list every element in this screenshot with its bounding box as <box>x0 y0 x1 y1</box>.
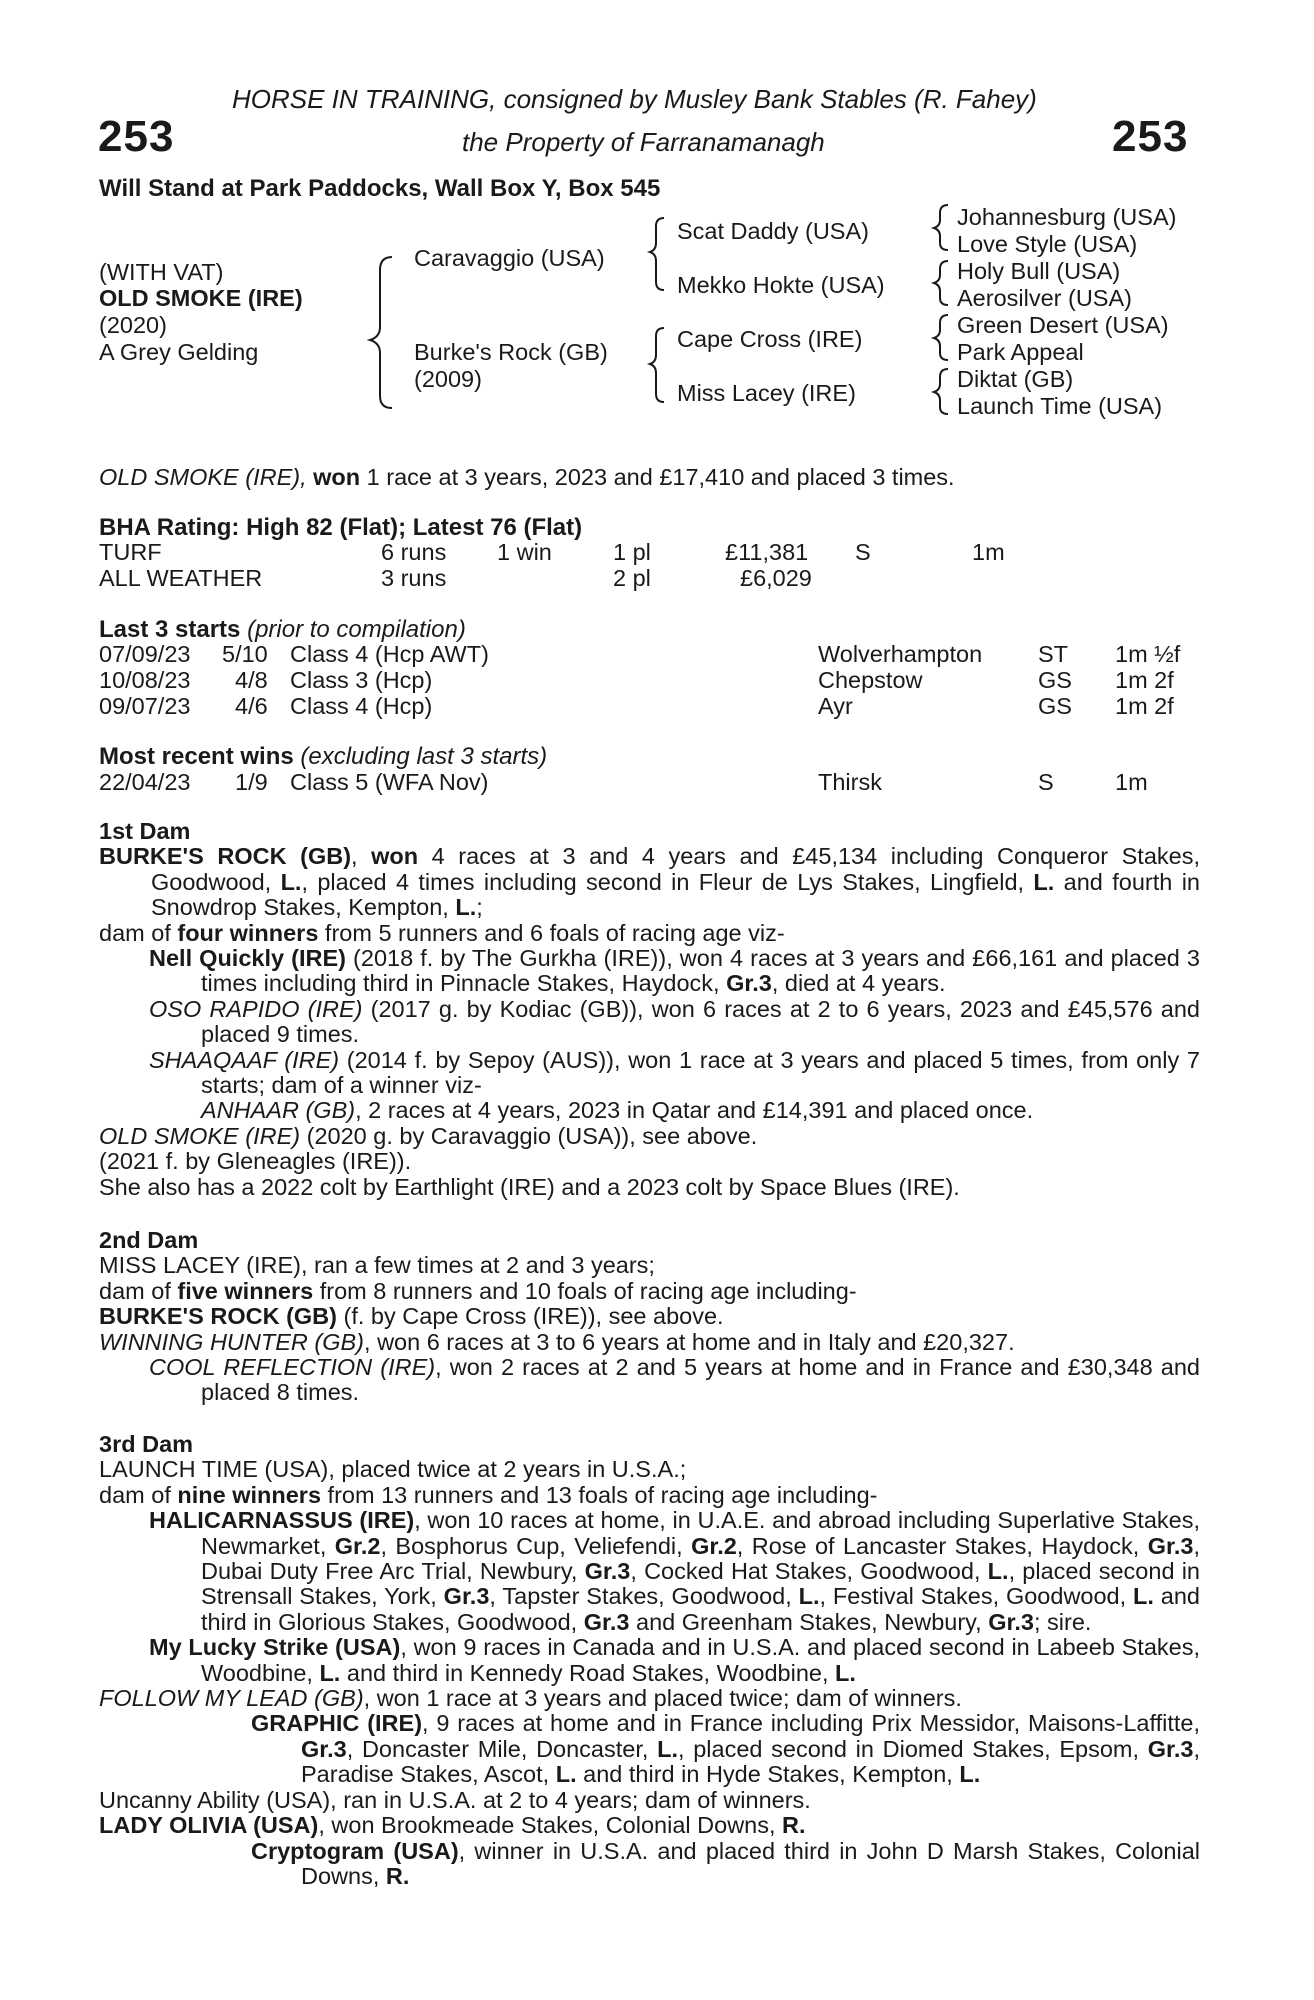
rating-surface: TURF <box>99 539 162 565</box>
start-date: 07/09/23 <box>99 641 191 667</box>
dam-dam: Miss Lacey (IRE) <box>677 380 856 406</box>
start-going: GS <box>1038 693 1072 719</box>
start-race: Class 4 (Hcp AWT) <box>290 641 489 667</box>
grandparent-3: Holy Bull (USA) <box>957 258 1121 284</box>
produce-sub-entry: LADY OLIVIA (USA), won Brookmeade Stakes, Colonial Downs, R. <box>99 1812 806 1839</box>
win-date: 22/04/23 <box>99 769 191 795</box>
rating-wins: 1 win <box>497 539 552 565</box>
produce-entry: HALICARNASSUS (IRE), won 10 races at home, in U.A.E. and abroad including Superlative Stakes, Newmarket, Gr.2, Bosphorus Cup, Veliefendi, Gr.2, Rose of Lancaster Stakes, Haydock, Gr.3, Dubai Duty Free Arc Trial, Newbury, Gr.3, Cocked Hat Stakes, Goodwood, L., placed second in Strensall Stakes, York, Gr.3, Tapster Stakes, Goodwood, L., Festival Stakes, Goodwood, L. and third in Glorious Stakes, Goodwood, Gr.3 and Greenham Stakes, Newbury, Gr.3; sire. <box>149 1507 1200 1635</box>
grandparent-1: Johannesburg (USA) <box>957 204 1177 230</box>
win-going: S <box>1038 769 1054 795</box>
grandparent-4: Aerosilver (USA) <box>957 285 1132 311</box>
start-date: 09/07/23 <box>99 693 191 719</box>
first-dam-produce-summary: dam of four winners from 5 runners and 6 foals of racing age viz- <box>99 919 785 946</box>
start-going: ST <box>1038 641 1069 667</box>
start-course: Ayr <box>818 693 853 719</box>
start-distance: 1m ½f <box>1115 641 1181 667</box>
sire-dam: Mekko Hokte (USA) <box>677 272 885 298</box>
dam-sire: Cape Cross (IRE) <box>677 326 863 352</box>
rating-prize: £6,029 <box>740 565 812 591</box>
summary-horse-name: OLD SMOKE (IRE), <box>99 464 307 490</box>
grandparent-2: Love Style (USA) <box>957 231 1138 257</box>
third-dam-heading: 3rd Dam <box>99 1431 194 1457</box>
race-summary <box>99 464 955 491</box>
summary-won: won <box>313 464 361 490</box>
lot-number-left: 253 <box>98 112 175 161</box>
rating-runs: 6 runs <box>381 539 447 565</box>
produce-entry: OSO RAPIDO (IRE) (2017 g. by Kodiac (GB)), won 6 races at 2 to 6 years, 2023 and £45,576 and placed 9 times. <box>149 995 1200 1048</box>
rating-surface: ALL WEATHER <box>99 565 263 591</box>
produce-entry: BURKE'S ROCK (GB) (f. by Cape Cross (IRE)), see above. <box>99 1303 724 1330</box>
sire: Caravaggio (USA) <box>414 245 605 271</box>
grandparent-7: Diktat (GB) <box>957 366 1074 392</box>
produce-sub-entry: Cryptogram (USA), winner in U.S.A. and placed third in John D Marsh Stakes, Colonial Downs, R. <box>251 1837 1200 1889</box>
win-course: Thirsk <box>818 769 882 795</box>
start-distance: 1m 2f <box>1115 667 1174 693</box>
win-position: 1/9 <box>235 769 268 795</box>
rating-runs: 3 runs <box>381 565 447 591</box>
lot-number-right: 253 <box>1112 112 1189 161</box>
third-dam-produce-summary: dam of nine winners from 13 runners and 13 foals of racing age including- <box>99 1481 878 1508</box>
consignment-line: HORSE IN TRAINING, consigned by Musley Bank Stables (R. Fahey) <box>232 84 1037 114</box>
horse-description: A Grey Gelding <box>99 339 259 365</box>
property-line: the Property of Farranamanagh <box>462 127 825 157</box>
produce-entry: OLD SMOKE (IRE) (2020 g. by Caravaggio (USA)), see above. <box>99 1122 758 1149</box>
start-race: Class 4 (Hcp) <box>290 693 433 719</box>
last-starts-title: Last 3 starts (prior to compilation) <box>99 616 466 643</box>
recent-wins-title: Most recent wins (excluding last 3 starts) <box>99 743 548 770</box>
produce-entry: My Lucky Strike (USA), won 9 races in Canada and in U.S.A. and placed second in Labeeb Stakes, Woodbine, L. and third in Kennedy Road Stakes, Woodbine, L. <box>149 1634 1200 1686</box>
second-dam-heading: 2nd Dam <box>99 1227 199 1253</box>
first-dam-section <box>99 819 1200 1200</box>
produce-entry: Nell Quickly (IRE) (2018 f. by The Gurkha (IRE)), won 4 races at 3 years and £66,161 and placed 3 times including third in Pinnacle Stakes, Haydock, Gr.3, died at 4 years. <box>149 945 1201 997</box>
grandparent-6: Park Appeal <box>957 339 1084 365</box>
start-course: Wolverhampton <box>818 641 983 667</box>
grandparent-5: Green Desert (USA) <box>957 312 1169 338</box>
sire-sire: Scat Daddy (USA) <box>677 218 869 244</box>
start-position: 4/8 <box>235 667 268 693</box>
win-race: Class 5 (WFA Nov) <box>290 769 489 795</box>
rating-placed: 2 pl <box>613 565 651 591</box>
start-date: 10/08/23 <box>99 667 191 693</box>
start-course: Chepstow <box>818 667 923 693</box>
bha-rating-title: BHA Rating: High 82 (Flat); Latest 76 (Flat) <box>99 514 583 541</box>
first-dam-also: She also has a 2022 colt by Earthlight (IRE) and a 2023 colt by Space Blues (IRE). <box>99 1173 960 1200</box>
dam-year: (2009) <box>414 366 482 392</box>
produce-entry: WINNING HUNTER (GB), won 6 races at 3 to 6 years at home and in Italy and £20,327. <box>99 1328 1015 1355</box>
dam: Burke's Rock (GB) <box>414 339 608 365</box>
second-dam-section <box>99 1228 1200 1406</box>
horse-name: OLD SMOKE (IRE) <box>99 285 303 311</box>
produce-sub-entry: ANHAAR (GB), 2 races at 4 years, 2023 in Qatar and £14,391 and placed once. <box>201 1097 1034 1124</box>
rating-distance: 1m <box>972 539 1005 565</box>
produce-sub-entry: GRAPHIC (IRE), 9 races at home and in France including Prix Messidor, Maisons-Laffitte, Gr.3, Doncaster Mile, Doncaster, L., placed second in Diomed Stakes, Epsom, Gr.3, Paradise Stakes, Ascot, L. and third in Hyde Stakes, Kempton, L. <box>251 1710 1200 1788</box>
third-dam-intro: LAUNCH TIME (USA), placed twice at 2 years in U.S.A.; <box>99 1456 687 1483</box>
summary-text: 1 race at 3 years, 2023 and £17,410 and placed 3 times. <box>360 464 955 490</box>
start-position: 5/10 <box>222 641 268 667</box>
horse-year: (2020) <box>99 312 167 338</box>
produce-entry: SHAAQAAF (IRE) (2014 f. by Sepoy (AUS)), won 1 race at 3 years and placed 5 times, from only 7 starts; dam of a winner viz- <box>149 1046 1200 1099</box>
stand-location: Will Stand at Park Paddocks, Wall Box Y, Box 545 <box>99 175 661 202</box>
start-distance: 1m 2f <box>1115 693 1174 719</box>
produce-entry: (2021 f. by Gleneagles (IRE)). <box>99 1148 412 1175</box>
vat-label: (WITH VAT) <box>99 259 224 285</box>
produce-entry: FOLLOW MY LEAD (GB), won 1 race at 3 years and placed twice; dam of winners. <box>99 1685 962 1712</box>
second-dam-intro: MISS LACEY (IRE), ran a few times at 2 and 3 years; <box>99 1252 655 1279</box>
win-distance: 1m <box>1115 769 1148 795</box>
third-dam-section <box>99 1432 1200 1889</box>
second-dam-produce-summary: dam of five winners from 8 runners and 10 foals of racing age including- <box>99 1277 857 1304</box>
rating-prize: £11,381 <box>725 539 809 565</box>
start-race: Class 3 (Hcp) <box>290 667 433 693</box>
start-going: GS <box>1038 667 1072 693</box>
grandparent-8: Launch Time (USA) <box>957 393 1163 419</box>
rating-going: S <box>855 539 871 565</box>
rating-placed: 1 pl <box>613 539 651 565</box>
produce-entry: Uncanny Ability (USA), ran in U.S.A. at 2 to 4 years; dam of winners. <box>99 1786 811 1813</box>
produce-entry: COOL REFLECTION (IRE), won 2 races at 2 and 5 years at home and in France and £30,348 and placed 8 times. <box>149 1354 1200 1406</box>
first-dam-heading: 1st Dam <box>99 818 191 844</box>
first-dam-intro: BURKE'S ROCK (GB), won 4 races at 3 and 4 years and £45,134 including Conqueror Stakes, Goodwood, L., placed 4 times including second in Fleur de Lys Stakes, Lingfield, L. and fourth in Snowdrop Stakes, Kempton, L.; <box>99 843 1201 921</box>
start-position: 4/6 <box>235 693 268 719</box>
